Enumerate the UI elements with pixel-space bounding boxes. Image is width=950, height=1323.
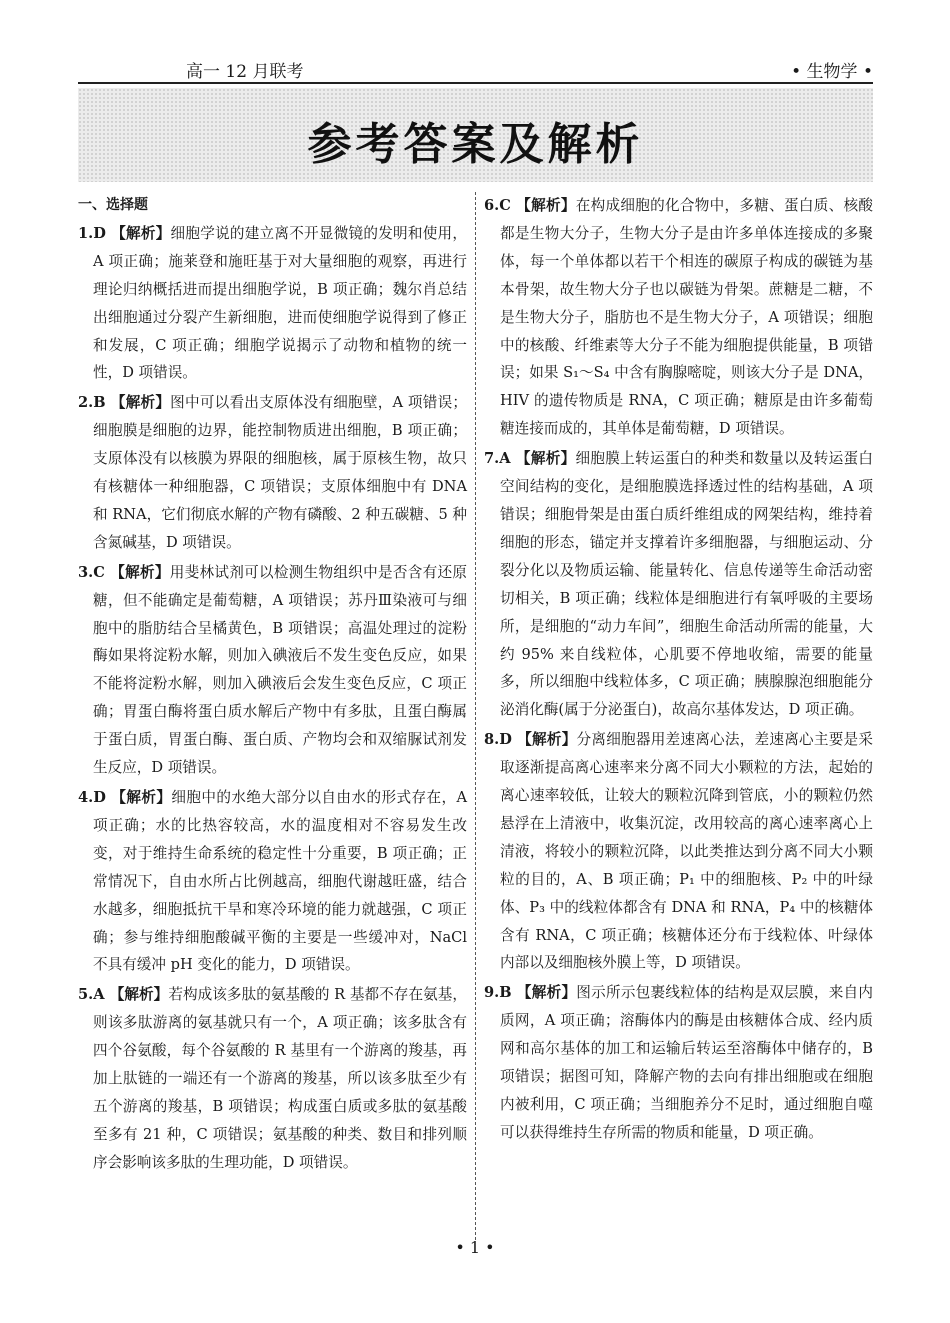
answer-head: 2.B 【解析】	[78, 394, 171, 412]
title-banner	[78, 88, 873, 182]
answer-head: 9.B 【解析】	[484, 984, 577, 1002]
answer-head: 6.C 【解析】	[484, 197, 576, 214]
answer-body: 图中可以看出支原体没有细胞壁，A 项错误；细胞膜是细胞的边界，能控制物质进出细胞，B 项正确；支原体没有以核膜为界限的细胞核，属于原核生物，故只有核糖体一种细胞器，C 项错误；支原体细胞中有 DNA 和 RNA，它们彻底水解的产物有磷酸、2 种五碳糖、5 种含氮碱基，D 项错误。	[93, 394, 467, 551]
right-column	[484, 192, 873, 1149]
answer-2	[78, 389, 467, 556]
page-number: • 1 •	[455, 1238, 495, 1257]
answer-head: 3.C 【解析】	[78, 563, 170, 581]
left-column	[78, 192, 467, 1179]
answer-head: 8.D 【解析】	[484, 731, 577, 749]
answer-body: 若构成该多肽的氨基酸的 R 基都不存在氨基，则该多肽游离的氨基就只有一个，A 项正确；该多肽含有四个谷氨酸，每个谷氨酸的 R 基里有一个游离的羧基，再加上肽链的一端还有一个游离的羧基，所以该多肽至少有五个游离的羧基，B 项错误；构成蛋白质或多肽的氨基酸至多有 21 种，C 项错误；氨基酸的种类、数目和排列顺序会影响该多肽的生理功能，D 项错误。	[93, 986, 467, 1171]
answer-head: 4.D 【解析】	[78, 789, 172, 807]
answer-body: 细胞中的水绝大部分以自由水的形式存在，A 项正确；水的比热容较高，水的温度相对不容易发生改变，对于维持生命系统的稳定性十分重要，B 项正确；正常情况下，自由水所占比例越高，细胞代谢越旺盛，结合水越多，细胞抵抗干旱和寒冷环境的能力就越强，C 项正确；参与维持细胞酸碱平衡的主要是一些缓冲对，NaCl 不具有缓冲 pH 变化的能力，D 项错误。	[93, 789, 467, 974]
answer-head: 1.D 【解析】	[78, 224, 171, 242]
answer-9	[484, 979, 873, 1146]
answer-8	[484, 726, 873, 977]
answer-7	[484, 445, 873, 724]
answer-3	[78, 559, 467, 782]
answer-6	[484, 192, 873, 443]
answer-4	[78, 784, 467, 979]
section-title: 一、选择题	[78, 197, 148, 213]
answer-head: 7.A 【解析】	[484, 450, 576, 468]
answer-body: 细胞膜上转运蛋白的种类和数量以及转运蛋白空间结构的变化，是细胞膜选择透过性的结构基础，A 项错误；细胞骨架是由蛋白质纤维组成的网架结构，维持着细胞的形态，锚定并支撑着许多细胞器，与细胞运动、分裂分化以及物质运输、能量转化、信息传递等生命活动密切相关，B 项正确；线粒体是细胞进行有氧呼吸的主要场所，是细胞的“动力车间”，细胞生命活动所需的能量，大约 95% 来自线粒体，心肌要不停地收缩，需要的能量多，所以细胞中线粒体多，C 项正确；胰腺腺泡细胞能分泌消化酶(属于分泌蛋白)，故高尔基体发达，D 项正确。	[500, 450, 873, 719]
answer-body: 图示所示包裹线粒体的结构是双层膜，来自内质网，A 项正确；溶酶体内的酶是由核糖体合成、经内质网和高尔基体的加工和运输后转运至溶酶体中储存的，B 项错误；据图可知，降解产物的去向有排出细胞或在细胞内被利用，C 项正确；当细胞养分不足时，通过细胞自噬可以获得维持生存所需的物质和能量，D 项正确。	[500, 984, 873, 1141]
answer-head: 5.A 【解析】	[78, 986, 169, 1004]
answer-1	[78, 220, 467, 387]
exam-title: 高一 12 月联考	[186, 62, 304, 82]
header-rule	[78, 82, 873, 84]
page-title: 参考答案及解析	[307, 119, 644, 170]
answer-body: 分离细胞器用差速离心法，差速离心主要是采取逐渐提高离心速率来分离不同大小颗粒的方法，起始的离心速率较低，让较大的颗粒沉降到管底，小的颗粒仍然悬浮在上清液中，收集沉淀，改用较高的离心速率离心上清液，将较小的颗粒沉降，以此类推达到分离不同大小颗粒的目的，A、B 项正确；P₁ 中的细胞核、P₂ 中的叶绿体、P₃ 中的线粒体都含有 DNA 和 RNA，P₄ 中的核糖体含有 RNA，C 项正确；核糖体还分布于线粒体、叶绿体内部以及细胞核外膜上等，D 项错误。	[500, 731, 873, 972]
answer-body: 用斐林试剂可以检测生物组织中是否含有还原糖，但不能确定是葡萄糖，A 项错误；苏丹Ⅲ染液可与细胞中的脂肪结合呈橘黄色，B 项错误；高温处理过的淀粉酶如果将淀粉水解，则加入碘液后不发生变色反应，如果不能将淀粉水解，则加入碘液后会发生变色反应，C 项正确；胃蛋白酶将蛋白质水解后产物中有多肽，且蛋白酶属于蛋白质，胃蛋白酶、蛋白质、产物均会和双缩脲试剂发生反应，D 项错误。	[93, 563, 467, 777]
answer-5	[78, 981, 467, 1176]
answer-body: 细胞学说的建立离不开显微镜的发明和使用，A 项正确；施莱登和施旺基于对大量细胞的观察，再进行理论归纳概括进而提出细胞学说，B 项正确；魏尔肖总结出细胞通过分裂产生新细胞，进而使细胞学说得到了修正和发展，C 项正确；细胞学说揭示了动物和植物的统一性，D 项错误。	[93, 224, 467, 382]
subject-label: • 生物学 •	[791, 62, 873, 82]
answer-body: 在构成细胞的化合物中，多糖、蛋白质、核酸都是生物大分子，生物大分子是由许多单体连接成的多聚体，每一个单体都以若干个相连的碳原子构成的碳链为基本骨架，故生物大分子也以碳链为骨架。蔗糖是二糖，不是生物大分子，脂肪也不是生物大分子，A 项错误；细胞中的核酸、纤维素等大分子不能为细胞提供能量，B 项错误；如果 S₁～S₄ 中含有胸腺嘧啶，则该大分子是 DNA，HIV 的遗传物质是 RNA，C 项正确；糖原是由许多葡萄糖连接而成的，其单体是葡萄糖，D 项错误。	[500, 197, 873, 438]
column-divider	[475, 192, 476, 1240]
page-header	[78, 52, 873, 82]
